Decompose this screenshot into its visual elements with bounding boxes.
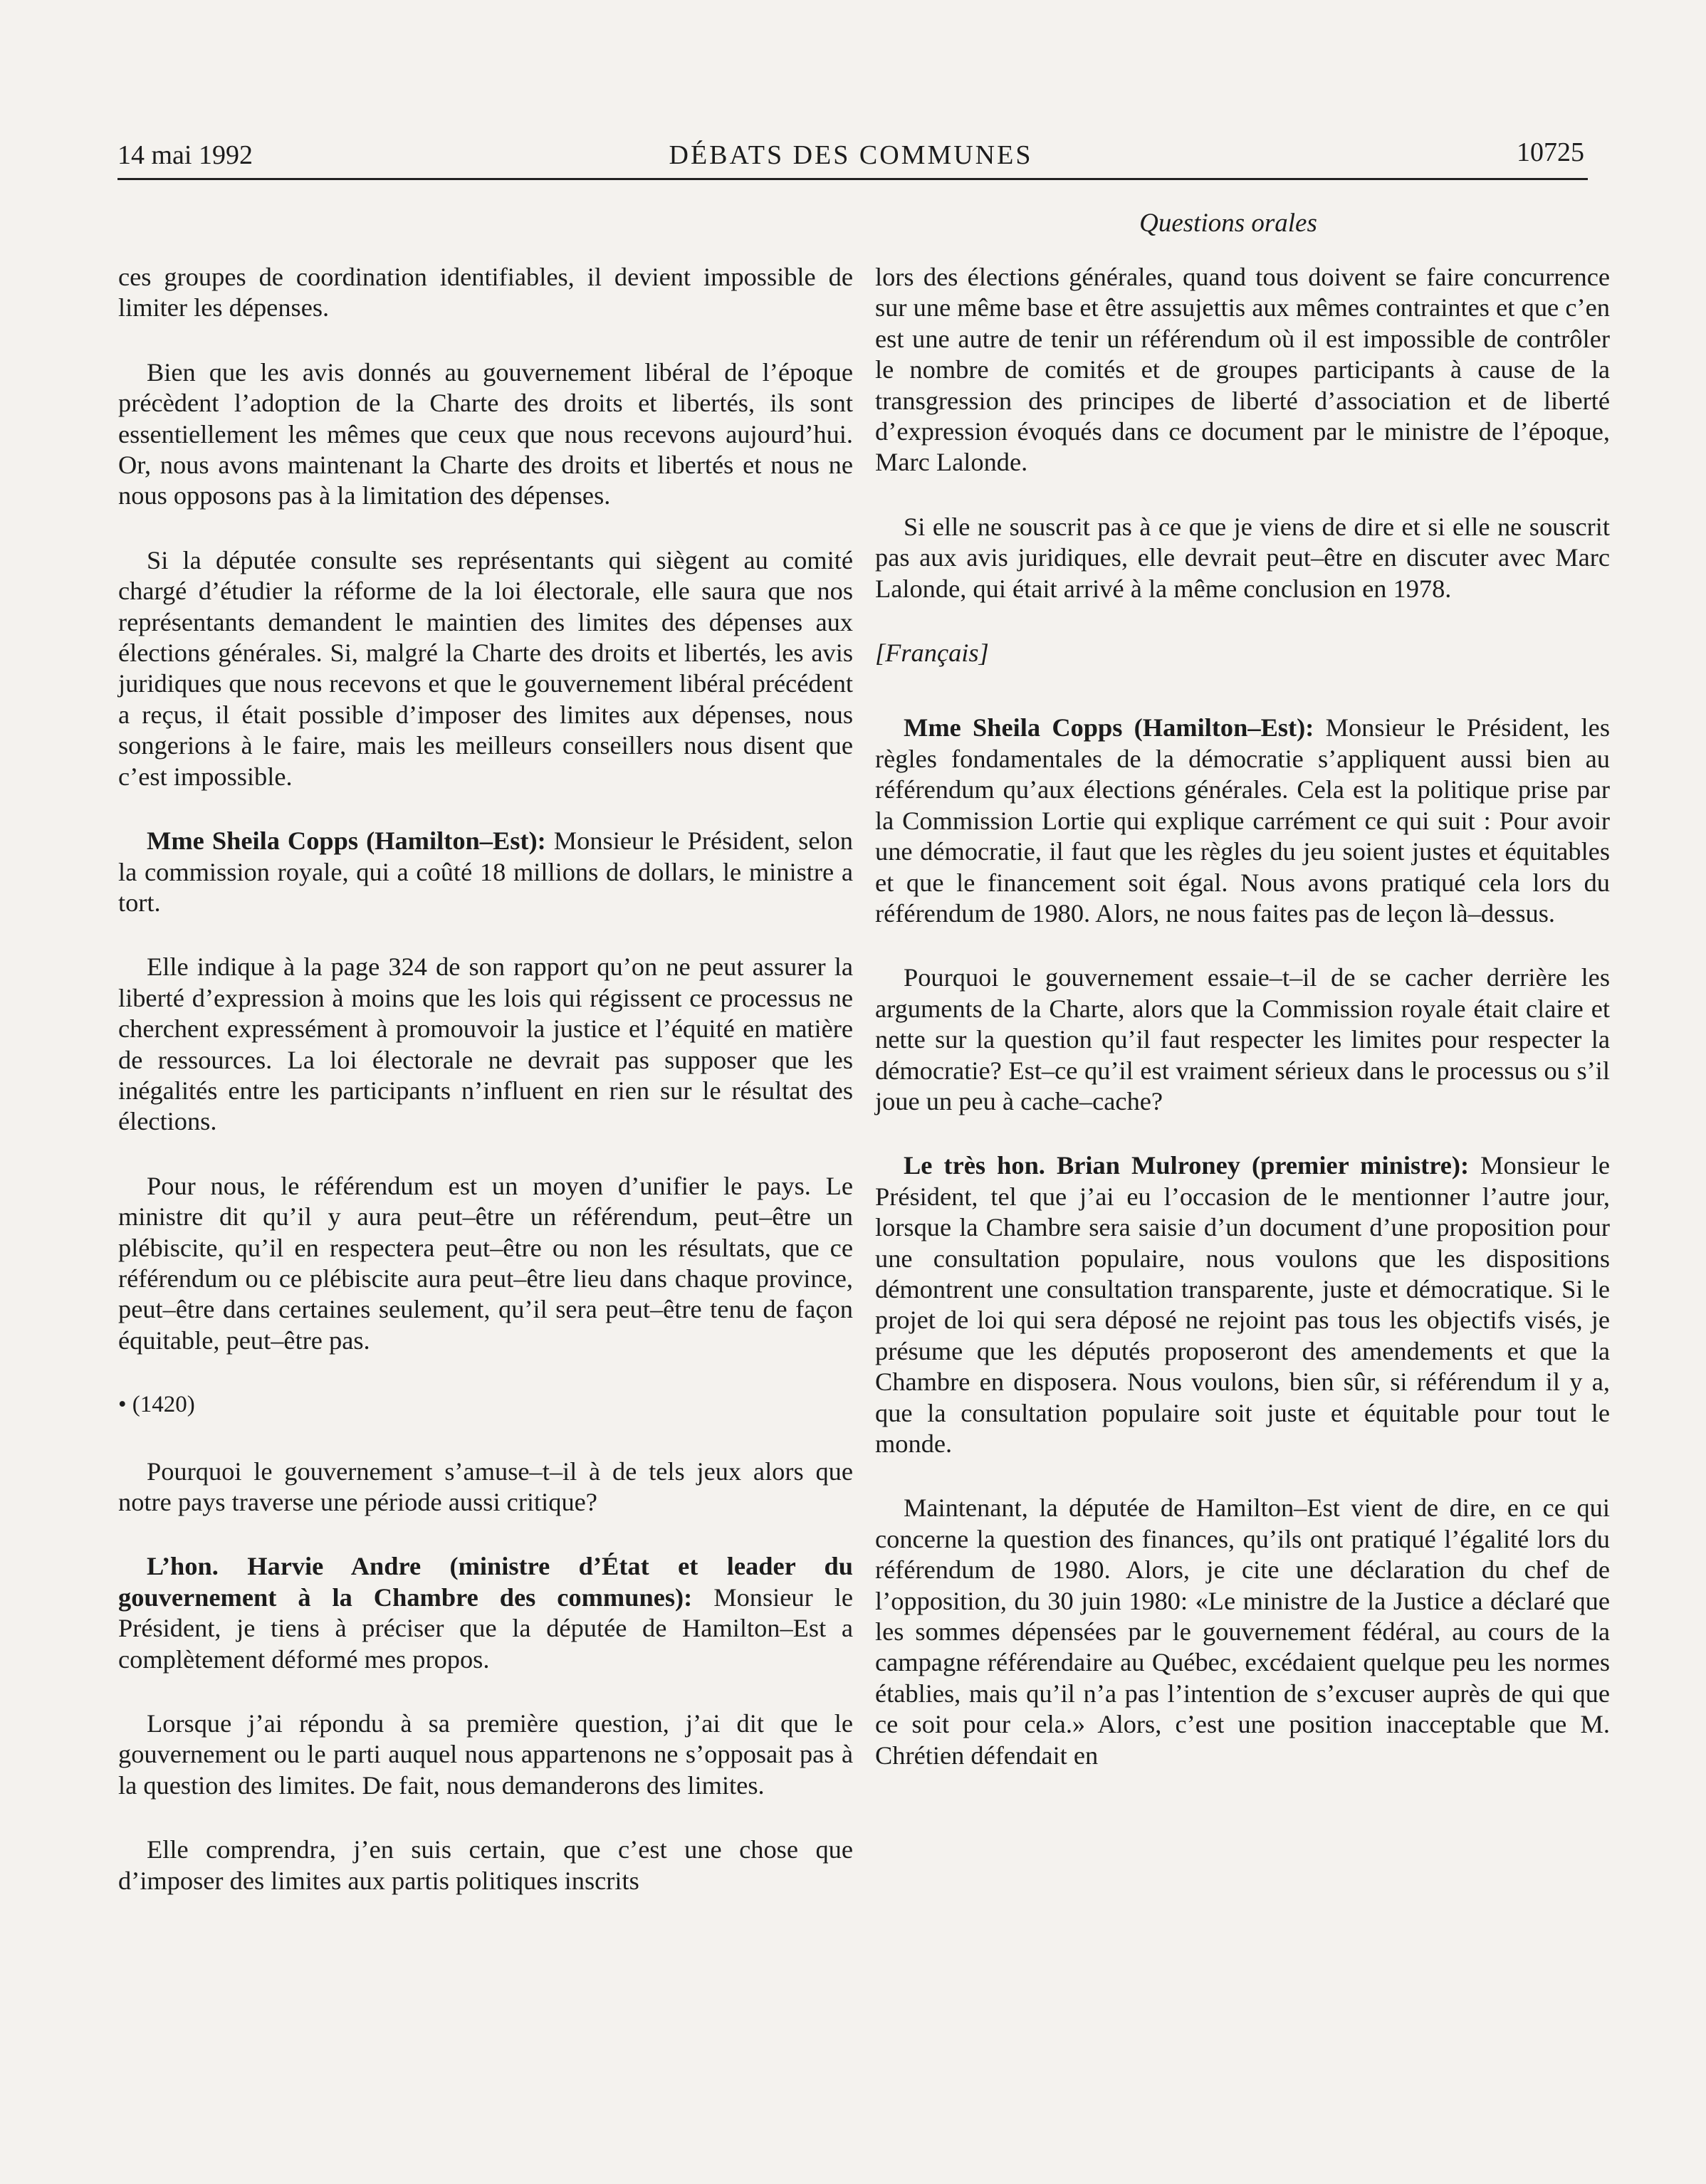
section-title: Questions orales <box>1139 209 1317 238</box>
speaker-name: L’hon. Harvie Andre (ministre d’État et leader du gouvernement à la Chambre des communes): <box>118 1552 853 1612</box>
paragraph: Si la députée consulte ses représentants qui siègent au comité chargé d’étudier la réforme de la loi électorale, elle saura que nos représentants demandent le maintien des limites des dépenses aux élections générales. Si, malgré la Charte des droits et libertés, les avis juridiques que nous recevons et que le gouvernement libéral précédent a reçus, il était possible d’imposer des limites aux dépenses, nous songerions à le faire, mais les meilleurs conseillers nous disent que c’est impossible. <box>118 545 853 791</box>
speaker-name: Mme Sheila Copps (Hamilton–Est): <box>904 713 1314 742</box>
paragraph: Lorsque j’ai répondu à sa première question, j’ai dit que le gouvernement ou le parti auquel nous appartenons ne s’opposait pas à la question des limites. De fait, nous demanderons des limites. <box>118 1709 853 1800</box>
speech-text: Monsieur le Président, tel que j’ai eu l’occasion de le mentionner l’autre jour, lorsque la Chambre sera saisie d’un document d’une proposition pour une consultation populaire, nous voulons que les dispositions démontrent une consultation transparente, juste et démocratique. Si le projet de loi qui sera déposé ne rejoint pas tous les objectifs visés, je présume que les députés proposeront des amendements et que la Chambre en disposera. Nous voulons, bien sûr, si référendum il y a, que la consultation populaire soit juste et équitable pour tout le monde. <box>875 1151 1610 1458</box>
speaker-name: Le très hon. Brian Mulroney (premier ministre): <box>904 1151 1470 1180</box>
paragraph: Pour nous, le référendum est un moyen d’unifier le pays. Le ministre dit qu’il y aura peut–être un référendum, peut–être un plébiscite, qu’il en respectera peut–être ou non les résultats, que ce référendum ou ce plébiscite aura peut–être lieu dans chaque province, peut–être dans certaines seulement, qu’il sera peut–être tenu de façon équitable, peut–être pas. <box>118 1171 853 1355</box>
speech-text: Monsieur le Président, je tiens à préciser que la députée de Hamilton–Est a complètement déformé mes propos. <box>118 1582 853 1674</box>
speech-text: Monsieur le Président, les règles fondamentales de la démocratie s’appliquent aussi bien au référendum qu’aux élections générales. Cela est la politique prise par la Commission Lortie qui explique carrément ce qui suit : Pour avoir une démocratie, il faut que les règles du jeu soient justes et équitables et que le financement soit égal. Nous avons pratiqué cela lors du référendum de 1980. Alors, ne nous faites pas de leçon là–dessus. <box>875 713 1610 928</box>
left-column <box>118 262 853 1930</box>
language-marker: [Français] <box>875 639 989 668</box>
paragraph: Elle comprendra, j’en suis certain, que c’est une chose que d’imposer des limites aux partis politiques inscrits <box>118 1835 853 1895</box>
paragraph: lors des élections générales, quand tous doivent se faire concurrence sur une même base et être assujettis aux mêmes contraintes et que c’en est une autre de tenir un référendum où il est impossible de contrôler le nombre de comités et de groupes participants à cause de la transgression des principes de liberté d’association et de liberté d’expression évoqués dans ce document par le ministre de l’époque, Marc Lalonde. <box>875 263 1610 477</box>
speaker-paragraph <box>118 1551 853 1675</box>
speaker-name: Mme Sheila Copps (Hamilton–Est): <box>147 826 546 856</box>
speaker-paragraph <box>118 826 853 918</box>
header-rule <box>117 178 1588 180</box>
speech-text: Monsieur le Président, selon la commission royale, qui a coûté 18 millions de dollars, le ministre a tort. <box>118 826 853 917</box>
paragraph: Si elle ne souscrit pas à ce que je viens de dire et si elle ne souscrit pas aux avis juridiques, elle devrait peut–être en discuter avec Marc Lalonde, qui était arrivé à la même conclusion en 1978. <box>875 512 1610 603</box>
speaker-paragraph <box>875 713 1610 929</box>
header-page-number: 10725 <box>1517 137 1584 167</box>
paragraph: Elle indique à la page 324 de son rapport qu’on ne peut assurer la liberté d’expression à moins que les lois qui régissent ce processus ne cherchent expressément à promouvoir la justice et l’équité en matière de ressources. La loi électorale ne devrait pas supposer que les inégalités entre les participants n’influent en rien sur le résultat des élections. <box>118 952 853 1136</box>
right-column <box>875 262 1610 1805</box>
paragraph: Pourquoi le gouvernement s’amuse–t–il à de tels jeux alors que notre pays traverse une période aussi critique? <box>118 1456 853 1516</box>
speaker-paragraph <box>875 1150 1610 1459</box>
paragraph: ces groupes de coordination identifiables, il devient impossible de limiter les dépenses. <box>118 263 853 322</box>
paragraph: Pourquoi le gouvernement essaie–t–il de se cacher derrière les arguments de la Charte, alors que la Commission royale était claire et nette sur la question qu’il faut respecter les limites pour respecter la démocratie? Est–ce qu’il est vraiment sérieux dans le processus ou s’il joue un peu à cache–cache? <box>875 963 1610 1115</box>
paragraph: Maintenant, la députée de Hamilton–Est vient de dire, en ce qui concerne la question des finances, qu’ils ont pratiqué l’égalité lors du référendum de 1980. Alors, je cite une déclaration du chef de l’opposition, du 30 juin 1980: «Le ministre de la Justice a déclaré que les sommes dépensées par le gouvernement fédéral, au cours de la campagne référendaire au Québec, excédaient quelque peu les normes établies, mais qu’il n’a pas l’intention de s’excuser auprès de qui que ce soit pour cela.» Alors, c’est une position inacceptable que M. Chrétien défendait en <box>875 1493 1610 1770</box>
page-header <box>117 134 1584 177</box>
header-title: DÉBATS DES COMMUNES <box>669 140 1033 170</box>
time-marker: • (1420) <box>118 1392 195 1418</box>
paragraph: Bien que les avis donnés au gouvernement libéral de l’époque précèdent l’adoption de la Charte des droits et libertés, ils sont essentiellement les mêmes que ceux que nous recevons aujourd’hui. Or, nous avons maintenant la Charte des droits et libertés et nous ne nous opposons pas à la limitation des dépenses. <box>118 357 853 510</box>
header-date: 14 mai 1992 <box>117 140 253 170</box>
